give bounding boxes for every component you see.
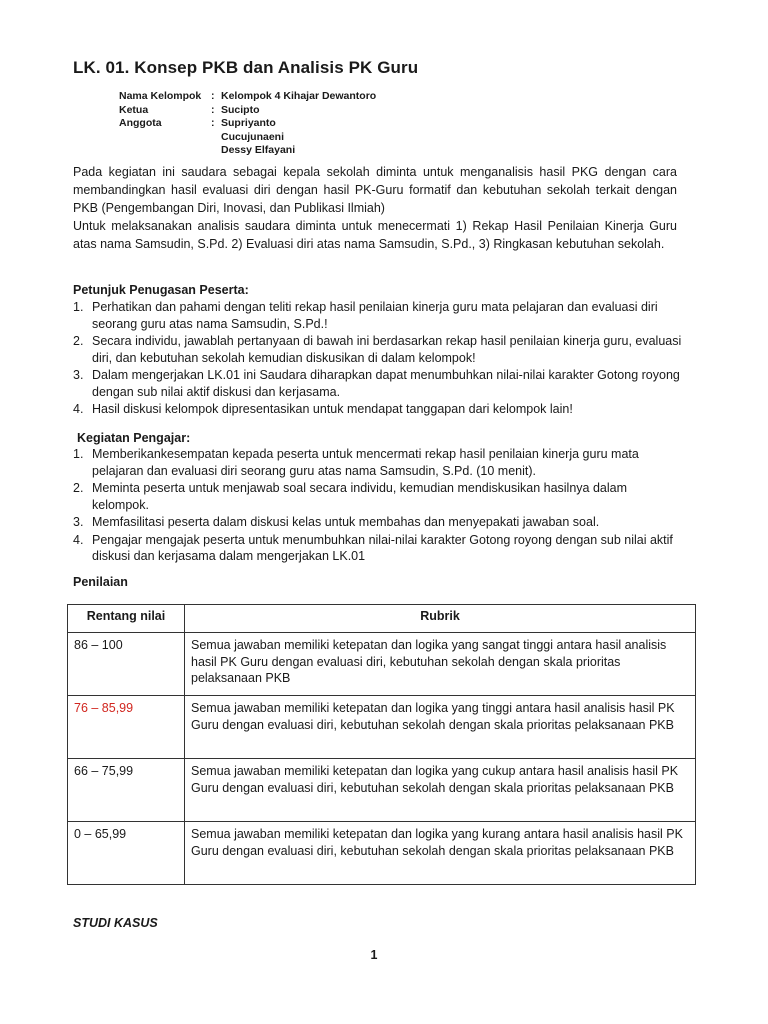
list-item: [73, 446, 683, 479]
intro-paragraph-2: Untuk melaksanakan analisis saudara diminta untuk menecermati 1) Rekap Hasil Penilaian Kinerja Guru atas nama Samsudin, S.Pd. 2) Evaluasi diri atas nama Samsudin, S.Pd., 3) Ringkasan kebutuhan sekolah.: [73, 219, 677, 251]
group-name-value: Kelompok 4 Kihajar Dewantoro: [221, 90, 377, 102]
rubrik-cell: Semua jawaban memiliki ketepatan dan logika yang kurang antara hasil analisis hasil PK Guru dengan evaluasi diri, kebutuhan sekolah dengan skala prioritas pelaksanaan PKB: [185, 822, 696, 885]
list-item: [73, 514, 683, 531]
list-text: Memberikankesempatan kepada peserta untuk mencermati rekap hasil penilaian kinerja guru mata pelajaran dan evaluasi diri seorang guru atas nama Samsudin, S.Pd. (10 menit).: [92, 447, 639, 478]
document-title: LK. 01. Konsep PKB dan Analisis PK Guru: [73, 58, 419, 77]
rubrik-cell: Semua jawaban memiliki ketepatan dan logika yang tinggi antara hasil analisis hasil PK Guru dengan evaluasi diri, kebutuhan sekolah dengan skala prioritas pelaksanaan PKB: [185, 696, 696, 759]
list-number: 3.: [73, 515, 84, 529]
list-number: 4.: [73, 532, 84, 547]
table-row: [68, 822, 696, 885]
range-cell: 86 – 100: [68, 633, 185, 696]
list-text: Meminta peserta untuk menjawab soal secara individu, kemudian mendiskusikan hasilnya dalam kelompok.: [92, 481, 628, 512]
member-row: [119, 117, 376, 131]
list-item: [73, 401, 683, 418]
member-value: Cucujunaeni: [221, 130, 285, 143]
group-name-label: Nama Kelompok: [119, 90, 202, 102]
rubrik-cell: Semua jawaban memiliki ketepatan dan logika yang cukup antara hasil analisis hasil PK Guru dengan evaluasi diri, kebutuhan sekolah dengan skala prioritas pelaksanaan PKB: [185, 759, 696, 822]
member-value: Dessy Elfayani: [221, 144, 296, 156]
table-row: [68, 759, 696, 822]
penilaian-heading: Penilaian: [73, 575, 128, 589]
list-number: 2.: [73, 481, 84, 495]
leader-value: Sucipto: [221, 103, 260, 116]
list-number: 1.: [73, 447, 84, 461]
separator: :: [211, 117, 215, 129]
intro-paragraph-1: Pada kegiatan ini saudara sebagai kepala sekolah diminta untuk menganalisis hasil PKG dengan cara membandingkan hasil evaluasi diri dengan hasil PK-Guru formatif dan kebutuhan sekolah terkait dengan PKB (Pengembangan Diri, Inovasi, dan Publikasi Ilmiah): [73, 165, 677, 215]
list-text: Dalam mengerjakan LK.01 ini Saudara diharapkan dapat menumbuhkan nilai-nilai karakter Gotong royong dengan sub nilai aktif diskusi dan kerjasama.: [92, 368, 680, 399]
petunjuk-list: [73, 299, 683, 419]
separator: :: [211, 90, 215, 102]
list-item: [73, 480, 683, 513]
leader-label: Ketua: [119, 103, 149, 116]
table-row: [68, 633, 696, 696]
list-text: Secara individu, jawablah pertanyaan di bawah ini berdasarkan rekap hasil penilaian kinerja guru, evaluasi diri, dan kebutuhan sekolah kemudian diskusikan di dalam kelompok!: [92, 334, 682, 365]
range-cell: 0 – 65,99: [68, 822, 185, 885]
kegiatan-heading: Kegiatan Pengajar:: [77, 431, 191, 445]
list-text: Memfasilitasi peserta dalam diskusi kelas untuk membahas dan menyepakati jawaban soal.: [92, 515, 600, 529]
group-info: [119, 90, 376, 158]
list-number: 4.: [73, 402, 84, 416]
list-text: Perhatikan dan pahami dengan teliti rekap hasil penilaian kinerja guru mata pelajaran dan evaluasi diri seorang guru atas nama Samsudin, S.Pd.!: [92, 300, 658, 331]
rubrik-cell: Semua jawaban memiliki ketepatan dan logika yang sangat tinggi antara hasil analisis hasil PK Guru dengan evaluasi diri, kebutuhan sekolah dengan skala prioritas pelaksanaan PKB: [185, 633, 696, 696]
list-item: [73, 333, 683, 366]
page-number: 1: [370, 948, 378, 962]
list-number: 1.: [73, 300, 84, 314]
list-item: [73, 367, 683, 400]
studi-kasus-heading: STUDI KASUS: [73, 916, 158, 930]
list-number: 3.: [73, 368, 84, 382]
member-label: Anggota: [119, 117, 162, 129]
list-item: [73, 532, 683, 565]
table-header-row: [68, 605, 696, 633]
separator: :: [211, 103, 215, 116]
column-header-range: Rentang nilai: [68, 605, 185, 633]
range-cell-highlighted: 76 – 85,99: [68, 696, 185, 759]
list-text: Hasil diskusi kelompok dipresentasikan untuk mendapat tanggapan dari kelompok lain!: [92, 402, 573, 416]
list-item: [73, 299, 683, 332]
list-number: 2.: [73, 334, 84, 348]
group-name-row: [119, 90, 376, 104]
range-cell: 66 – 75,99: [68, 759, 185, 822]
table-row: [68, 696, 696, 759]
kegiatan-list: [73, 446, 683, 566]
list-text: Pengajar mengajak peserta untuk menumbuhkan nilai-nilai karakter Gotong royong dengan sub nilai aktif diskusi dan kerjasama dalam mengerjakan LK.01: [92, 532, 673, 563]
leader-row: [119, 104, 376, 118]
petunjuk-heading: Petunjuk Penugasan Peserta:: [73, 283, 249, 297]
rubric-table: [67, 604, 696, 885]
member-value: Supriyanto: [221, 117, 276, 129]
column-header-rubrik: Rubrik: [185, 605, 696, 633]
